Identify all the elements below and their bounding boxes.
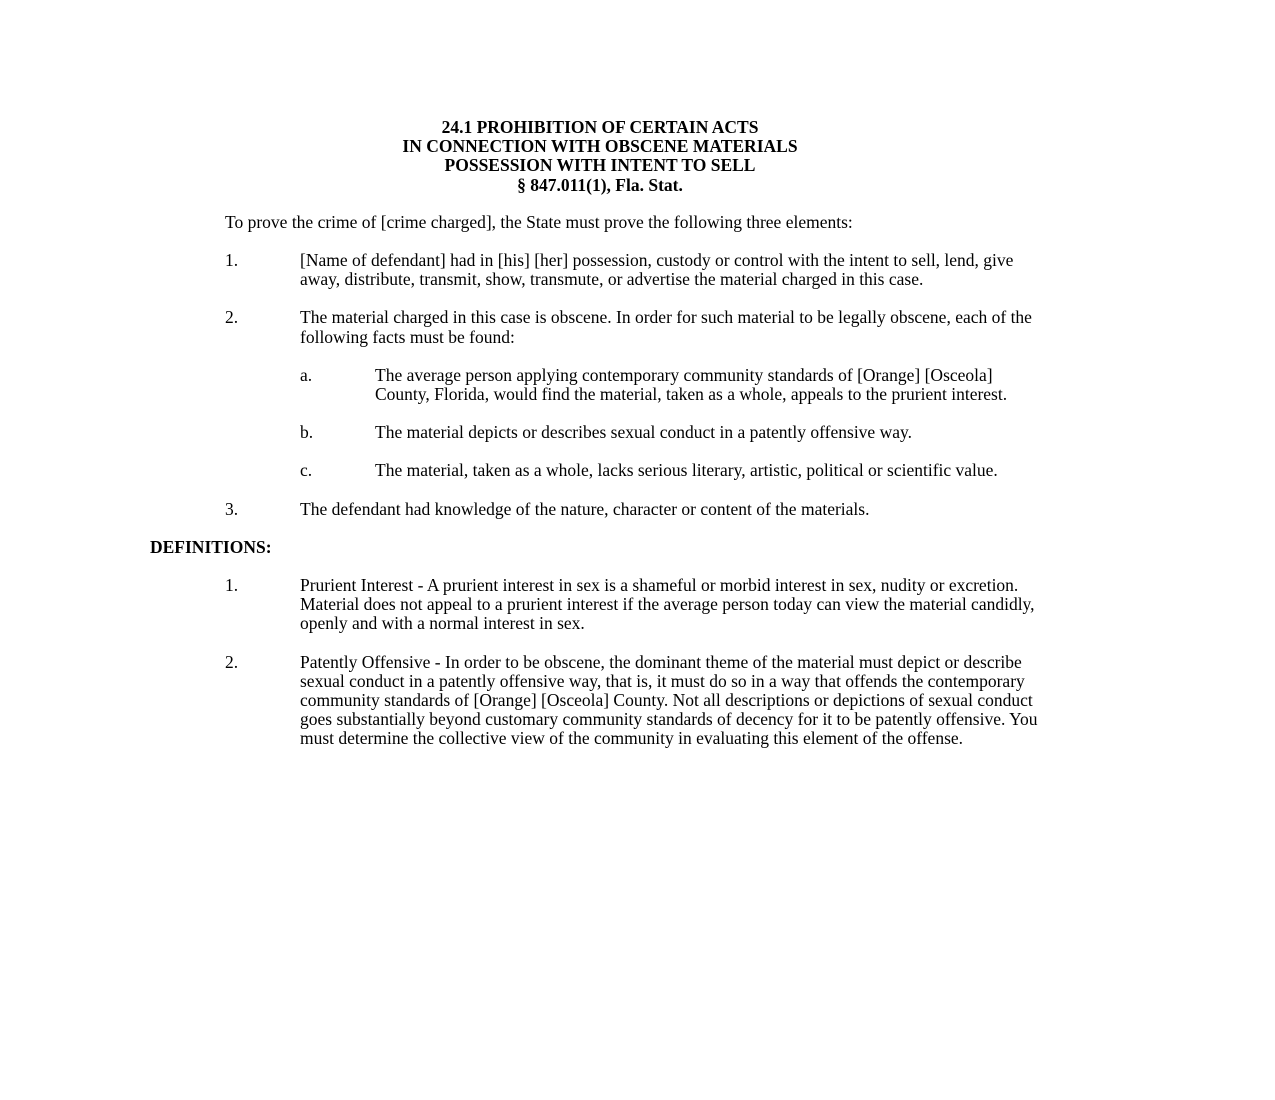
sub-item-text: The average person applying contemporary community standards of [Orange] [Osceola] County, Florida, would find the material, taken as a whole, appeals to the prurient interest. <box>375 364 1008 405</box>
element-item-2 <box>150 308 1045 480</box>
title-line-3: POSSESSION WITH INTENT TO SELL <box>444 155 756 176</box>
title-line-2: IN CONNECTION WITH OBSCENE MATERIALS <box>402 136 798 157</box>
sub-item-letter: c. <box>300 460 313 481</box>
element-text: The material charged in this case is obscene. In order for such material to be legally obscene, each of the following facts must be found: <box>300 307 1032 347</box>
definition-item-2 <box>150 653 1045 749</box>
element-item-3 <box>150 500 1045 519</box>
sub-item-text: The material, taken as a whole, lacks serious literary, artistic, political or scientific value. <box>375 460 998 481</box>
definition-text: Prurient Interest - A prurient interest in sex is a shameful or morbid interest in sex, nudity or excretion. Material does not appeal to a prurient interest if the average person today can view the material candidly, openly and with a normal interest in sex. <box>300 575 1035 634</box>
document-title <box>150 118 1050 195</box>
title-line-4-statute: § 847.011(1), Fla. Stat. <box>517 174 683 195</box>
definitions-heading: DEFINITIONS: <box>150 536 272 557</box>
element-text: The defendant had knowledge of the nature, character or content of the materials. <box>300 498 870 519</box>
title-line-1: 24.1 PROHIBITION OF CERTAIN ACTS <box>441 117 759 137</box>
sub-item-b <box>300 423 1045 442</box>
sub-item-c <box>300 461 1045 480</box>
intro-paragraph: To prove the crime of [crime charged], the State must prove the following three elements: <box>225 211 853 232</box>
sub-item-letter: a. <box>300 364 313 385</box>
definition-number: 2. <box>225 651 239 672</box>
sub-item-a <box>300 366 1045 404</box>
definition-text: Patently Offensive - In order to be obscene, the dominant theme of the material must depict or describe sexual conduct in a patently offensive way, that is, it must do so in a way that offends the contemporary community standards of [Orange] [Osceola] County. Not all descriptions or depictions of sexual conduct goes substantially beyond customary community standards of decency for it to be patently offensive. You must determine the collective view of the community in evaluating this element of the offense. <box>300 651 1038 749</box>
definition-number: 1. <box>225 575 239 596</box>
element-number: 1. <box>225 250 239 271</box>
element-text: [Name of defendant] had in [his] [her] possession, custody or control with the intent to sell, lend, give away, distribute, transmit, show, transmute, or advertise the material charged in this case. <box>300 250 1014 290</box>
definition-item-1 <box>150 576 1045 634</box>
element-number: 2. <box>225 307 239 328</box>
element-item-1 <box>150 251 1045 289</box>
sub-item-text: The material depicts or describes sexual conduct in a patently offensive way. <box>375 422 912 443</box>
document-page <box>150 118 1050 749</box>
element-number: 3. <box>225 498 239 519</box>
sub-item-letter: b. <box>300 422 314 443</box>
